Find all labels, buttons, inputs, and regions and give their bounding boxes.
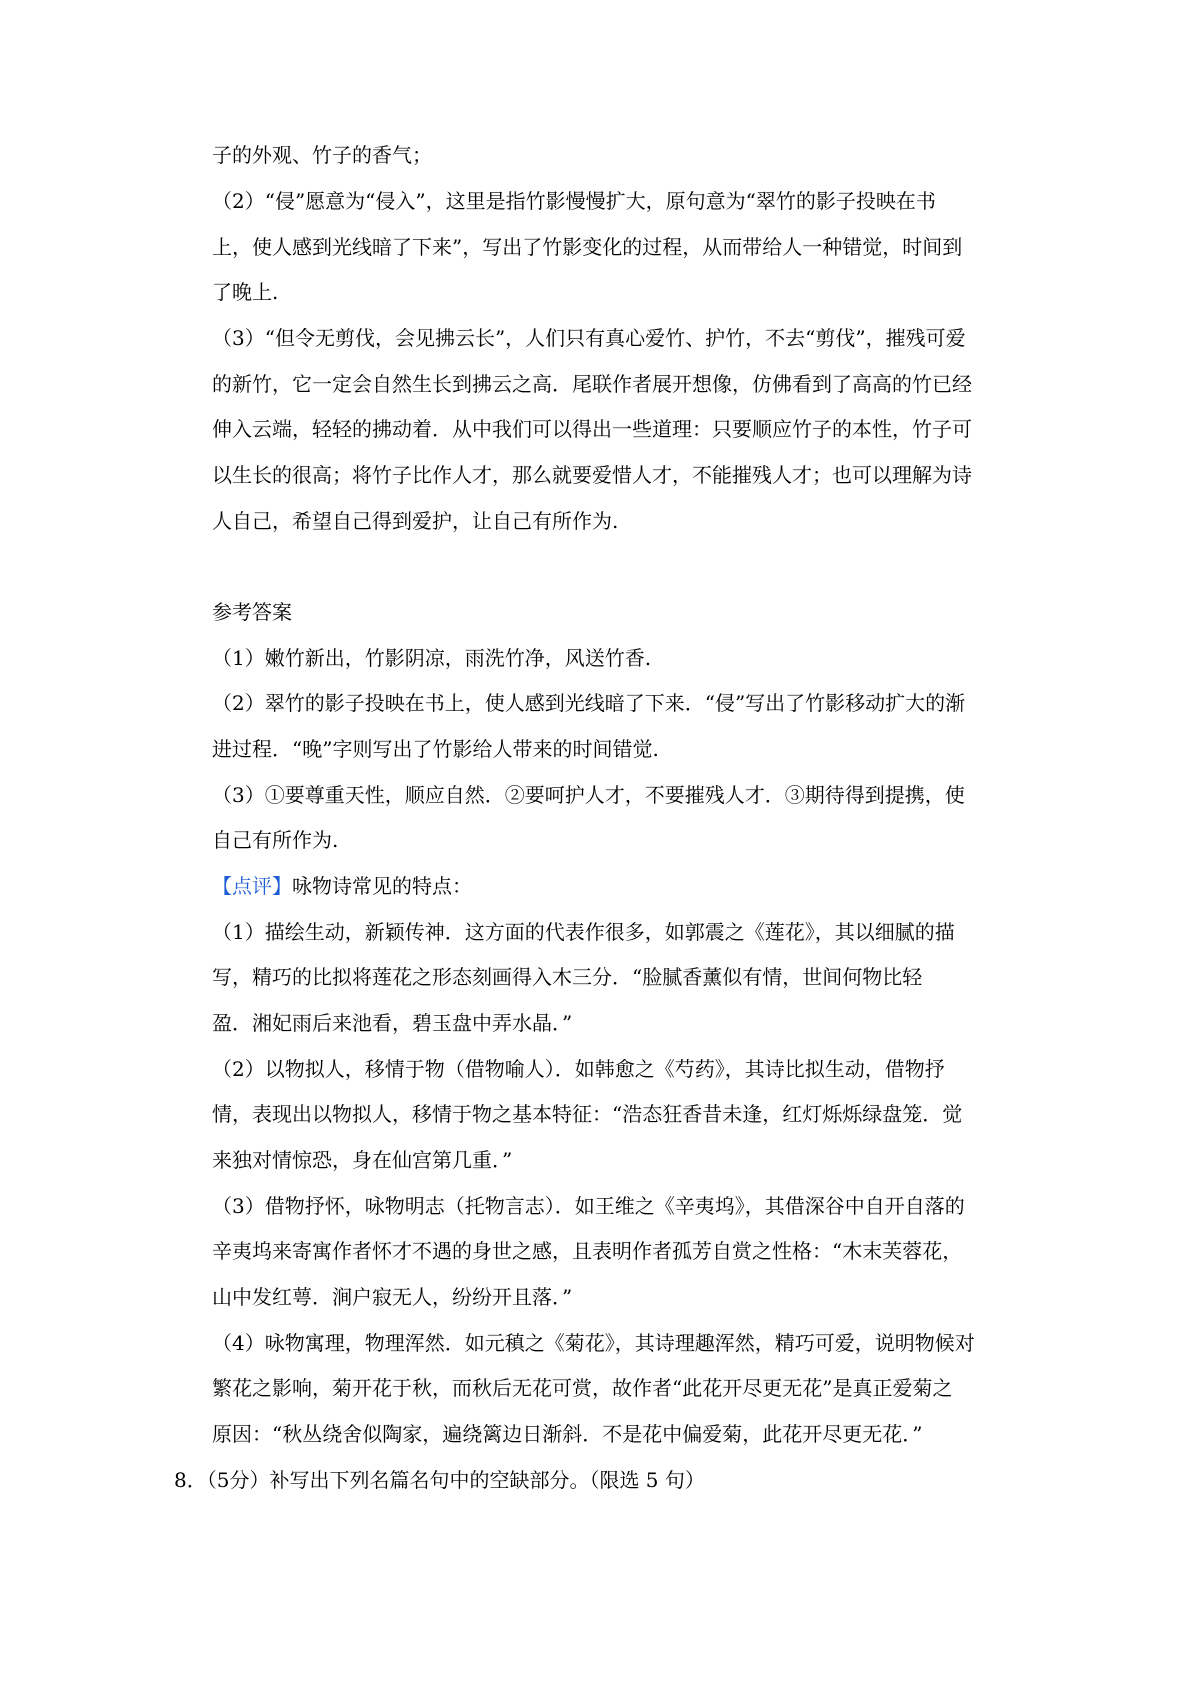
comment-2-line-3: 来独对情惊恐，身在仙宫第几重．” [212,1148,513,1172]
comment-intro: 咏物诗常见的特点： [292,874,472,898]
comment-1-line-1: （1）描绘生动，新颖传神．这方面的代表作很多，如郭震之《莲花》，其以细腻的描 [212,920,955,944]
comment-heading [212,872,1032,900]
analysis-p3-line-5: 人自己，希望自己得到爱护，让自己有所作为. [212,509,619,533]
answer-2-line-1: （2）翠竹的影子投映在书上，使人感到光线暗了下来．“侵”写出了竹影移动扩大的渐 [212,691,966,715]
answer-3-line-1: （3）①要尊重天性，顺应自然．②要呵护人才，不要摧残人才．③期待得到提携，使 [212,783,965,807]
analysis-p2-line-3: 了晚上. [212,280,279,304]
analysis-p2-line-2: 上，使人感到光线暗了下来”，写出了竹影变化的过程，从而带给人一种错觉，时间到 [212,235,963,259]
answer-3-line-2: 自己有所作为. [212,828,339,852]
comment-1-line-3: 盈．湘妃雨后来池看，碧玉盘中弄水晶．” [212,1011,573,1035]
comment-3-line-2: 辛夷坞来寄寓作者怀才不遇的身世之感，且表明作者孤芳自赏之性格：“木末芙蓉花， [212,1239,963,1263]
answer-2-line-2: 进过程．“晚”字则写出了竹影给人带来的时间错觉. [212,737,659,761]
answer-1: （1）嫩竹新出，竹影阴凉，雨洗竹净，风送竹香. [212,646,652,670]
analysis-p3-line-1: （3）“但令无剪伐，会见拂云长”，人们只有真心爱竹、护竹，不去“剪伐”，摧残可爱 [212,326,966,350]
comment-4-line-3: 原因：“秋丛绕舍似陶家，遍绕篱边日渐斜．不是花中偏爱菊，此花开尽更无花．” [212,1422,923,1446]
analysis-p3-line-3: 伸入云端，轻轻的拂动着．从中我们可以得出一些道理：只要顺应竹子的本性，竹子可 [212,417,972,441]
comment-4-line-2: 繁花之影响，菊开花于秋，而秋后无花可赏，故作者“此花开尽更无花”是真正爱菊之 [212,1376,953,1400]
comment-1-line-2: 写，精巧的比拟将莲花之形态刻画得入木三分．“脸腻香薰似有情，世间何物比轻 [212,965,923,989]
comment-2-line-1: （2）以物拟人，移情于物（借物喻人）．如韩愈之《芍药》，其诗比拟生动，借物抒 [212,1057,945,1081]
analysis-continuation: 子的外观、竹子的香气； [212,143,432,167]
answer-heading: 参考答案 [212,600,292,624]
analysis-p3-line-2: 的新竹，它一定会自然生长到拂云之高．尾联作者展开想像，仿佛看到了高高的竹已经 [212,372,972,396]
question-8: 8．（5分）补写出下列名篇名句中的空缺部分。（限选 5 句） [174,1468,705,1492]
comment-tag: 【点评】 [212,874,292,898]
comment-3-line-3: 山中发红萼．涧户寂无人，纷纷开且落．” [212,1285,573,1309]
comment-3-line-1: （3）借物抒怀，咏物明志（托物言志）．如王维之《辛夷坞》，其借深谷中自开自落的 [212,1194,965,1218]
analysis-p2-line-1: （2）“侵”愿意为“侵入”，这里是指竹影慢慢扩大，原句意为“翠竹的影子投映在书 [212,189,936,213]
comment-4-line-1: （4）咏物寓理，物理浑然．如元稹之《菊花》，其诗理趣浑然，精巧可爱，说明物候对 [212,1331,975,1355]
analysis-p3-line-4: 以生长的很高；将竹子比作人才，那么就要爱惜人才，不能摧残人才；也可以理解为诗 [212,463,972,487]
comment-2-line-2: 情，表现出以物拟人，移情于物之基本特征：“浩态狂香昔未逢，红灯烁烁绿盘笼．觉 [212,1102,963,1126]
